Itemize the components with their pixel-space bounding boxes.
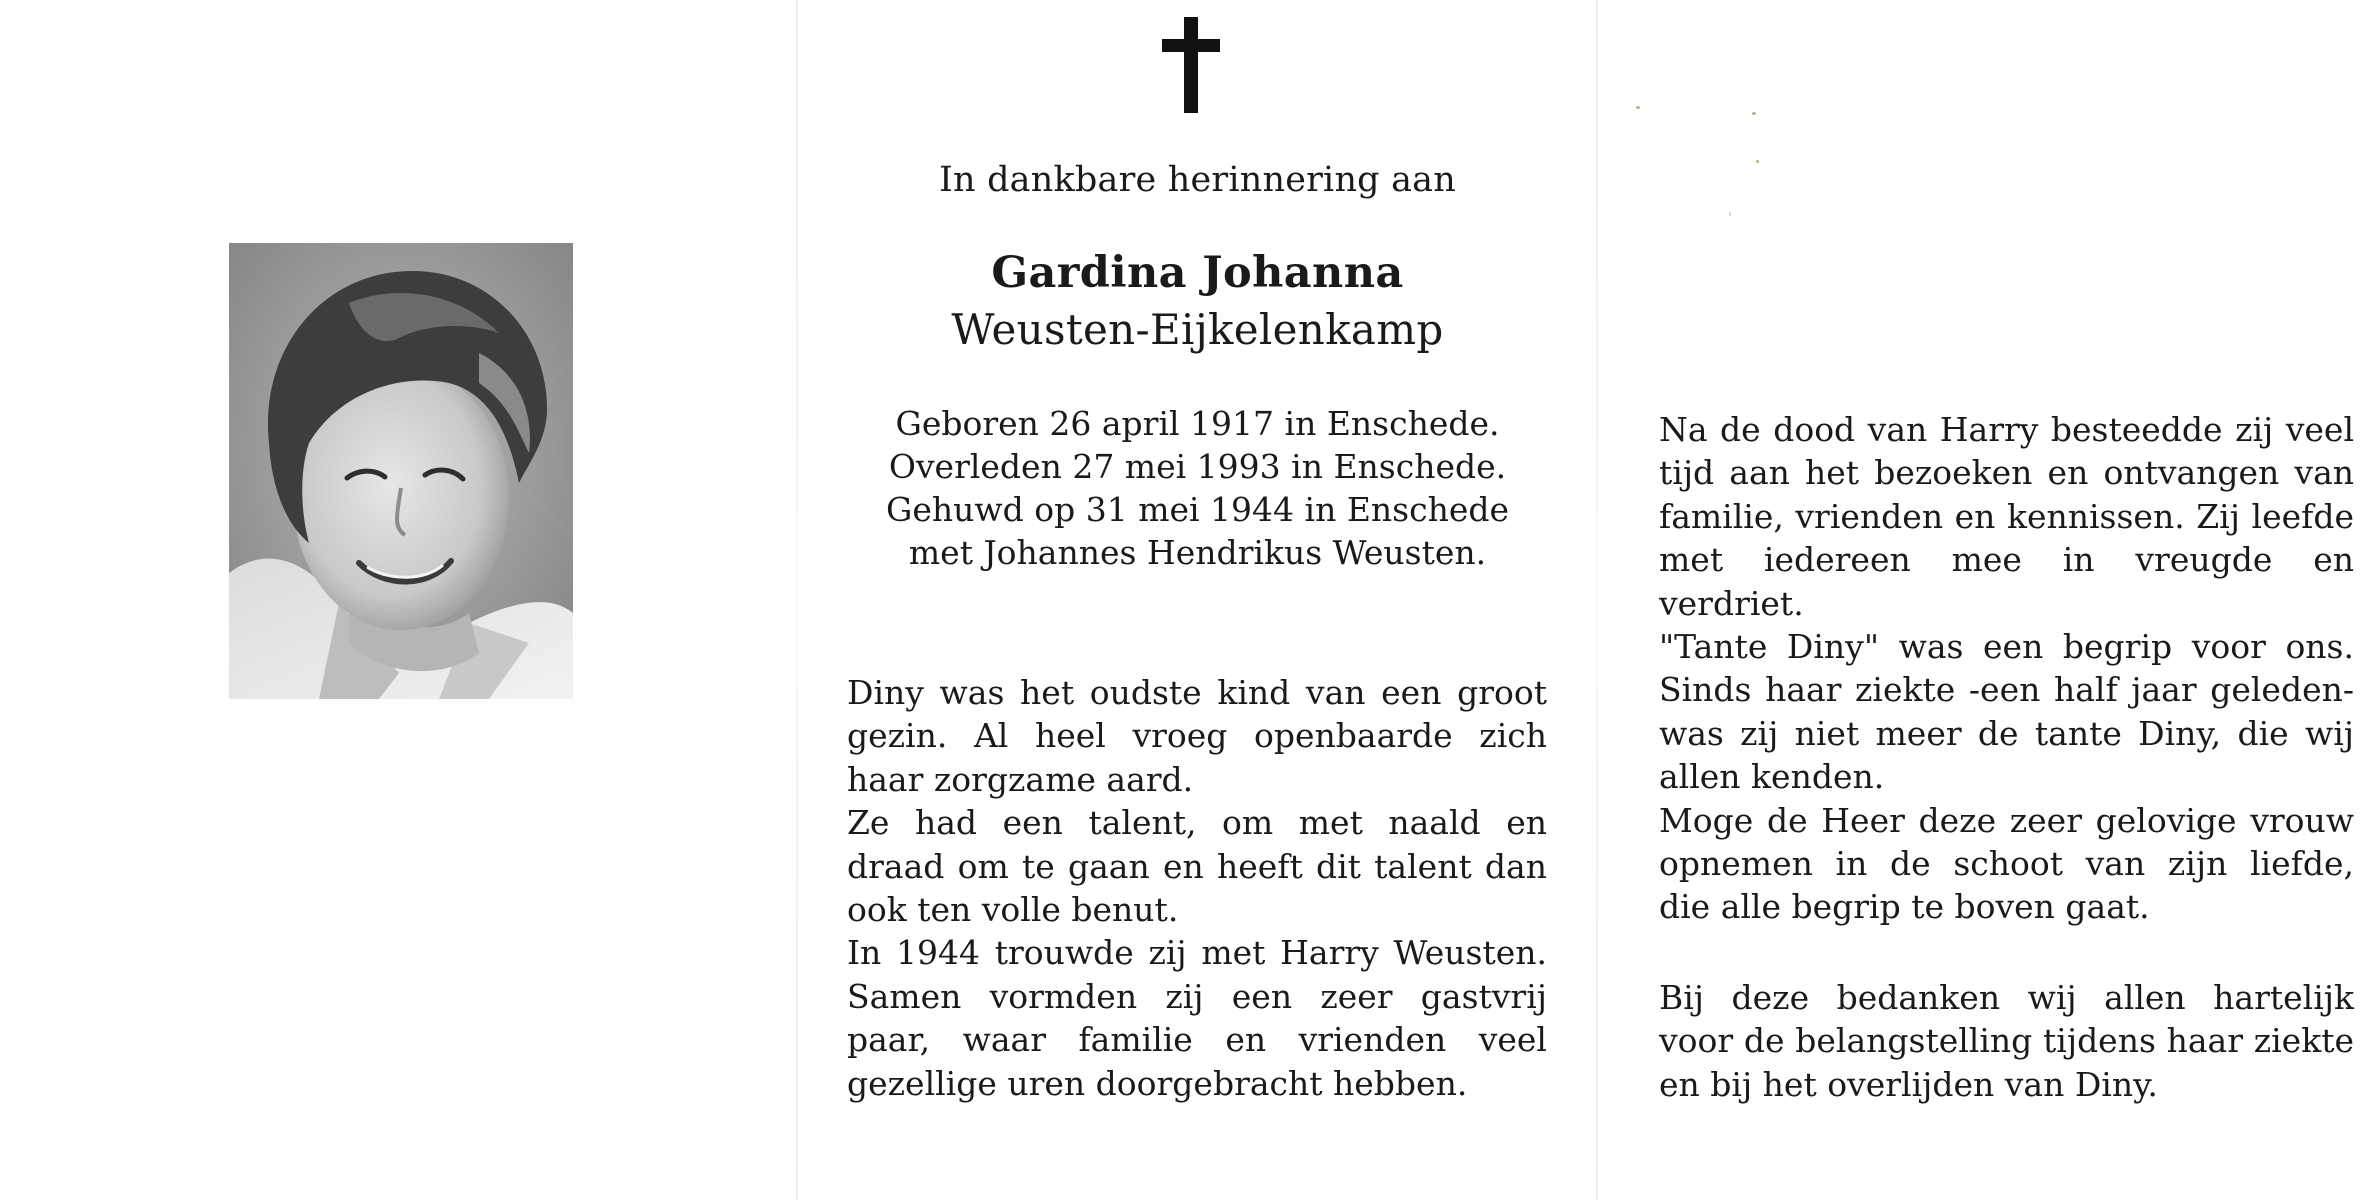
life-dates bbox=[820, 402, 1575, 574]
biography-left bbox=[847, 671, 1547, 1105]
text-line: was zij niet meer de tante Diny, die wij bbox=[1659, 713, 2354, 753]
text-line: voor de belangstelling tijdens haar ziekte bbox=[1659, 1021, 2354, 1061]
text-line: en bij het overlijden van Diny. bbox=[1659, 1064, 2158, 1104]
text-line: Bij deze bedanken wij allen hartelijk bbox=[1659, 978, 2354, 1017]
thanks-note bbox=[1659, 976, 2354, 1106]
paper-speck bbox=[1752, 112, 1756, 115]
text-line: met iedereen mee in vreugde en verdriet. bbox=[1659, 540, 2354, 623]
deceased-surname: Weusten-Eijkelenkamp bbox=[951, 305, 1444, 354]
text-line: haar zorgzame aard. bbox=[847, 759, 1194, 799]
death-line: Overleden 27 mei 1993 in Enschede. bbox=[888, 447, 1507, 486]
latin-cross-icon bbox=[1162, 17, 1220, 113]
text-line: Sinds haar ziekte -een half jaar geleden- bbox=[1659, 670, 2354, 710]
text-line: gezin. Al heel vroeg openbaarde zich bbox=[847, 716, 1547, 756]
text-line: gezellige uren doorgebracht hebben. bbox=[847, 1063, 1468, 1103]
card-fold-line bbox=[796, 0, 798, 1200]
text-line: tijd aan het bezoeken en ontvangen van bbox=[1659, 453, 2354, 493]
intro-line: In dankbare herinnering aan bbox=[938, 160, 1456, 200]
biography-right bbox=[1659, 408, 2354, 929]
text-line: familie, vrienden en kennissen. Zij leefde bbox=[1659, 496, 2354, 536]
deceased-first-names: Gardina Johanna bbox=[991, 248, 1404, 298]
spouse-line: met Johannes Hendrikus Weusten. bbox=[908, 533, 1487, 572]
paper-speck bbox=[1756, 160, 1759, 163]
portrait-photo-icon bbox=[229, 243, 573, 699]
text-line: die alle begrip te boven gaat. bbox=[1659, 887, 2150, 927]
text-line: Ze had een talent, om met naald en bbox=[847, 803, 1547, 843]
text-line: Samen vormden zij een zeer gastvrij bbox=[847, 976, 1547, 1016]
text-line: allen kenden. bbox=[1659, 757, 1885, 797]
text-line: Na de dood van Harry besteedde zij veel bbox=[1659, 410, 2354, 449]
text-line: In 1944 trouwde zij met Harry Weusten. bbox=[847, 933, 1547, 973]
text-line: Moge de Heer deze zeer gelovige vrouw bbox=[1659, 800, 2354, 840]
birth-line: Geboren 26 april 1917 in Enschede. bbox=[895, 404, 1500, 443]
card-fold-line bbox=[1596, 0, 1598, 1200]
text-line: Diny was het oudste kind van een groot bbox=[847, 673, 1547, 712]
paper-speck bbox=[1729, 212, 1731, 216]
text-line: draad om te gaan en heeft dit talent dan bbox=[847, 846, 1547, 886]
text-line: opnemen in de schoot van zijn liefde, bbox=[1659, 844, 2354, 884]
marriage-line: Gehuwd op 31 mei 1944 in Enschede bbox=[885, 490, 1510, 529]
paper-speck bbox=[1636, 106, 1640, 109]
text-line: ook ten volle benut. bbox=[847, 890, 1179, 930]
text-line: paar, waar familie en vrienden veel bbox=[847, 1020, 1547, 1060]
text-line: "Tante Diny" was een begrip voor ons. bbox=[1659, 627, 2354, 667]
